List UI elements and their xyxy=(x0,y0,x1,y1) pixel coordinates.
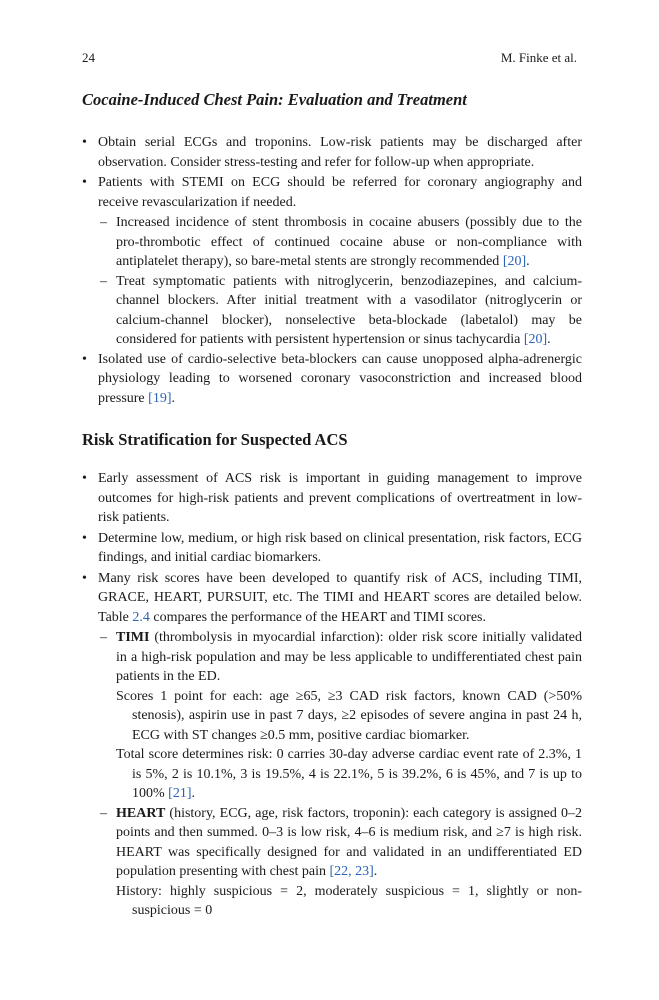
bullet-icon: • xyxy=(82,471,87,486)
dash-icon: – xyxy=(100,630,107,645)
heart-history: History: highly suspicious = 2, moderately suspicious = 1, slightly or non-suspicious = 0 xyxy=(116,883,582,918)
list-item: • Many risk scores have been developed to quantify risk of ACS, including TIMI, GRACE, HEART, PURSUIT, etc. The TIMI and HEART scores are detailed below. Table 2.4 compares the performance of the HEART and TIMI scores. xyxy=(82,570,582,625)
citation-link[interactable]: [19] xyxy=(148,390,172,406)
cocaine-bullet-list xyxy=(82,133,582,409)
risk-bullet-list xyxy=(82,469,582,921)
bullet-icon: • xyxy=(82,351,87,367)
sub-item: – Increased incidence of stent thrombosis in cocaine abusers (possibly due to the pro-thrombotic effect of continued cocaine abuse or non-compliance with antiplatelet therapy), so bare-metal stents are strongly recommended [20]. xyxy=(100,215,582,269)
running-authors: M. Finke et al. xyxy=(500,50,577,65)
citation-link[interactable]: [21] xyxy=(168,786,192,801)
timi-total: Total score determines risk: 0 carries 30-day adverse cardiac event rate of 2.3%, 1 is 5%, 2 is 10.1%, 3 is 19.5%, 4 is 22.1%, 5 is 39.2%, 6 is 45%, and 7 is up to 100% [21]. xyxy=(116,747,582,801)
list-item: • Early assessment of ACS risk is important in guiding management to improve outcomes for high-risk patients and prevent complications of overtreatment in low-risk patients. xyxy=(82,471,582,525)
sub-item: – Treat symptomatic patients with nitroglycerin, benzodiazepines, and calcium-channel blockers. After initial treatment with a vasodilator (nitroglycerin or calcium-channel blocker), nonselective beta-blockade (labetalol) may be considered for patients with persistent hypertension or sinus tachycardia [20]. xyxy=(100,273,582,347)
dash-icon: – xyxy=(100,215,107,230)
list-item: • Isolated use of cardio-selective beta-blockers can cause unopposed alpha-adrenergic physiology leading to worsened coronary vasoconstriction and increased blood pressure [19]. xyxy=(82,351,582,406)
citation-link[interactable]: [22, 23] xyxy=(329,864,374,879)
section-title-risk: Risk Stratification for Suspected ACS xyxy=(82,430,348,449)
table-ref-link[interactable]: 2.4 xyxy=(132,609,150,625)
list-item: • Patients with STEMI on ECG should be referred for coronary angiography and receive revascularization if needed. xyxy=(82,175,582,210)
bullet-icon: • xyxy=(82,570,87,586)
sub-item-heart: – HEART (history, ECG, age, risk factors, troponin): each category is assigned 0–2 points and then summed. 0–3 is low risk, 4–6 is medium risk, and ≥7 is high risk. HEART was specifically designed for and validated in an undifferentiated ED population presenting with chest pain [22, 23]. xyxy=(100,805,582,879)
timi-label: TIMI xyxy=(116,630,150,645)
list-item: • Obtain serial ECGs and troponins. Low-risk patients may be discharged after observation. Consider stress-testing and refer for follow-up when appropriate. xyxy=(82,135,582,170)
bullet-icon: • xyxy=(82,530,87,546)
list-item: • Determine low, medium, or high risk based on clinical presentation, risk factors, ECG findings, and initial cardiac biomarkers. xyxy=(82,530,582,565)
heart-label: HEART xyxy=(116,805,166,821)
dash-icon: – xyxy=(100,273,107,289)
sub-item-timi: – TIMI (thrombolysis in myocardial infarction): older risk score initially validated in a high-risk population and may be less applicable to undifferentiated chest pain patients in the ED. xyxy=(100,630,582,684)
section-title-cocaine: Cocaine-Induced Chest Pain: Evaluation and Treatment xyxy=(82,90,467,109)
bullet-icon: • xyxy=(82,175,87,190)
citation-link[interactable]: [20] xyxy=(502,254,527,269)
citation-link[interactable]: [20] xyxy=(523,332,548,347)
timi-points: Scores 1 point for each: age ≥65, ≥3 CAD risk factors, known CAD (>50% stenosis), aspirin use in past 7 days, ≥2 episodes of severe angina in past 24 h, ECG with ST changes ≥0.5 mm, positive cardiac biomarker. xyxy=(116,688,582,743)
dash-icon: – xyxy=(100,805,107,821)
bullet-icon: • xyxy=(82,135,87,150)
page-number: 24 xyxy=(82,50,95,65)
